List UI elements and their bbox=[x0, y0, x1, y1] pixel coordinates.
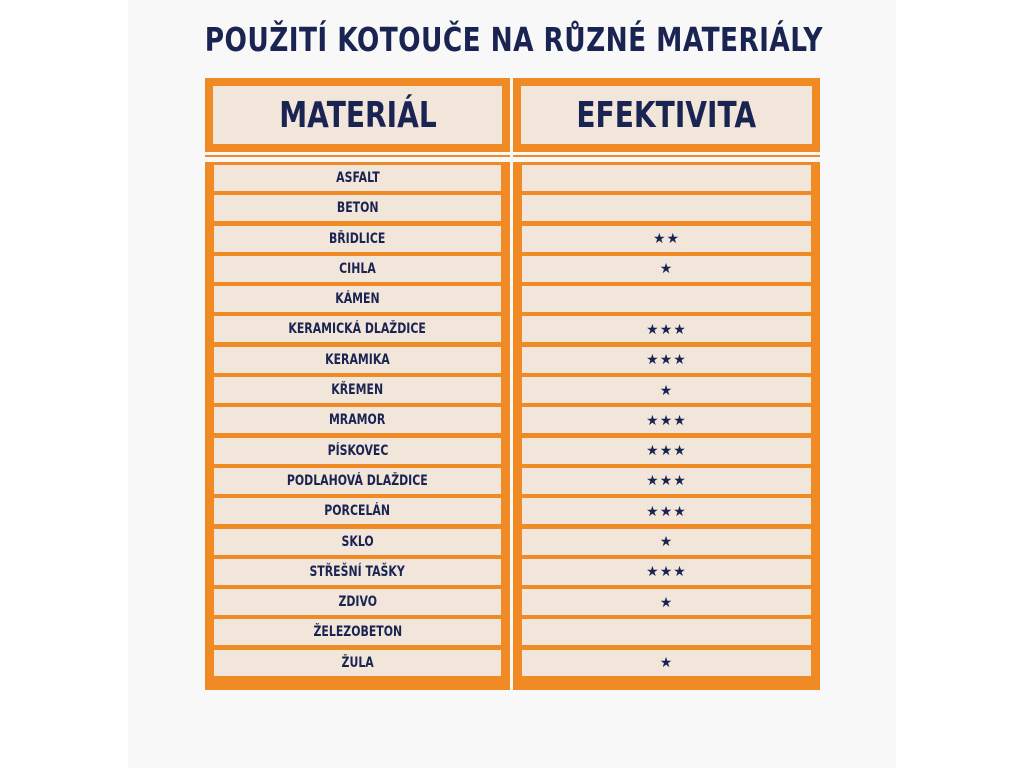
efficiency-header-label: EFEKTIVITA bbox=[576, 94, 757, 136]
material-rows bbox=[214, 165, 501, 680]
material-name: PÍSKOVEC bbox=[327, 442, 388, 459]
efficiency-row bbox=[522, 256, 811, 282]
star-rating-icon: ★ bbox=[659, 260, 674, 277]
material-row bbox=[214, 316, 501, 342]
star-rating-icon: ★★★ bbox=[646, 472, 687, 489]
efficiency-row bbox=[522, 498, 811, 524]
efficiency-row bbox=[522, 650, 811, 676]
efficiency-row bbox=[522, 286, 811, 312]
material-row bbox=[214, 619, 501, 645]
material-row bbox=[214, 650, 501, 676]
material-row bbox=[214, 468, 501, 494]
material-name: ZDIVO bbox=[338, 594, 377, 611]
material-row bbox=[214, 438, 501, 464]
material-name: KÁMEN bbox=[335, 291, 380, 308]
material-name: KERAMICKÁ DLAŽDICE bbox=[288, 321, 427, 338]
efficiency-row bbox=[522, 438, 811, 464]
efficiency-row bbox=[522, 529, 811, 555]
efficiency-row bbox=[522, 316, 811, 342]
efficiency-row bbox=[522, 619, 811, 645]
star-rating-icon: ★★ bbox=[652, 230, 681, 247]
efficiency-column bbox=[513, 162, 820, 690]
star-rating-icon: ★★★ bbox=[646, 320, 687, 337]
star-rating-icon: ★ bbox=[659, 593, 674, 610]
efficiency-row bbox=[522, 589, 811, 615]
material-row bbox=[214, 559, 501, 585]
material-name: ŽULA bbox=[341, 654, 374, 671]
material-header-label: MATERIÁL bbox=[278, 94, 437, 136]
material-row bbox=[214, 589, 501, 615]
material-name: ŽELEZOBETON bbox=[313, 624, 402, 641]
material-row bbox=[214, 347, 501, 373]
material-row bbox=[214, 195, 501, 221]
star-rating-icon: ★★★ bbox=[646, 442, 687, 459]
material-row bbox=[214, 256, 501, 282]
star-rating-icon: ★★★ bbox=[646, 411, 687, 428]
material-name: BŘIDLICE bbox=[329, 230, 386, 247]
material-column bbox=[205, 162, 510, 690]
material-header-cell bbox=[213, 86, 502, 144]
material-name: BETON bbox=[336, 200, 379, 217]
material-name: KERAMIKA bbox=[325, 351, 390, 368]
material-header-box bbox=[205, 78, 510, 152]
star-rating-icon: ★★★ bbox=[646, 563, 687, 580]
efficiency-row bbox=[522, 165, 811, 191]
material-row bbox=[214, 165, 501, 191]
efficiency-row bbox=[522, 347, 811, 373]
efficiency-row bbox=[522, 407, 811, 433]
material-row bbox=[214, 407, 501, 433]
efficiency-row bbox=[522, 195, 811, 221]
material-row bbox=[214, 498, 501, 524]
material-row bbox=[214, 226, 501, 252]
material-name: MRAMOR bbox=[329, 412, 386, 429]
efficiency-row bbox=[522, 226, 811, 252]
material-name: SKLO bbox=[341, 533, 374, 550]
efficiency-rows bbox=[522, 165, 811, 680]
separator-line bbox=[513, 155, 820, 157]
efficiency-header-cell bbox=[521, 86, 812, 144]
star-rating-icon: ★ bbox=[659, 381, 674, 398]
star-rating-icon: ★ bbox=[659, 533, 674, 550]
material-name: ASFALT bbox=[335, 170, 380, 186]
star-rating-icon: ★ bbox=[659, 654, 674, 671]
material-row bbox=[214, 286, 501, 312]
material-row bbox=[214, 529, 501, 555]
star-rating-icon: ★★★ bbox=[646, 351, 687, 368]
material-name: PORCELÁN bbox=[324, 503, 391, 520]
material-name: PODLAHOVÁ DLAŽDICE bbox=[287, 472, 428, 489]
efficiency-row bbox=[522, 559, 811, 585]
efficiency-row bbox=[522, 468, 811, 494]
material-name: CIHLA bbox=[339, 260, 376, 277]
efficiency-header-box bbox=[513, 78, 820, 152]
star-rating-icon: ★★★ bbox=[646, 502, 687, 519]
page-title: POUŽITÍ KOTOUČE NA RŮZNÉ MATERIÁLY bbox=[204, 20, 823, 59]
material-row bbox=[214, 377, 501, 403]
material-name: STŘEŠNÍ TAŠKY bbox=[309, 563, 406, 580]
separator-line bbox=[205, 155, 510, 157]
efficiency-row bbox=[522, 377, 811, 403]
material-name: KŘEMEN bbox=[331, 382, 384, 399]
